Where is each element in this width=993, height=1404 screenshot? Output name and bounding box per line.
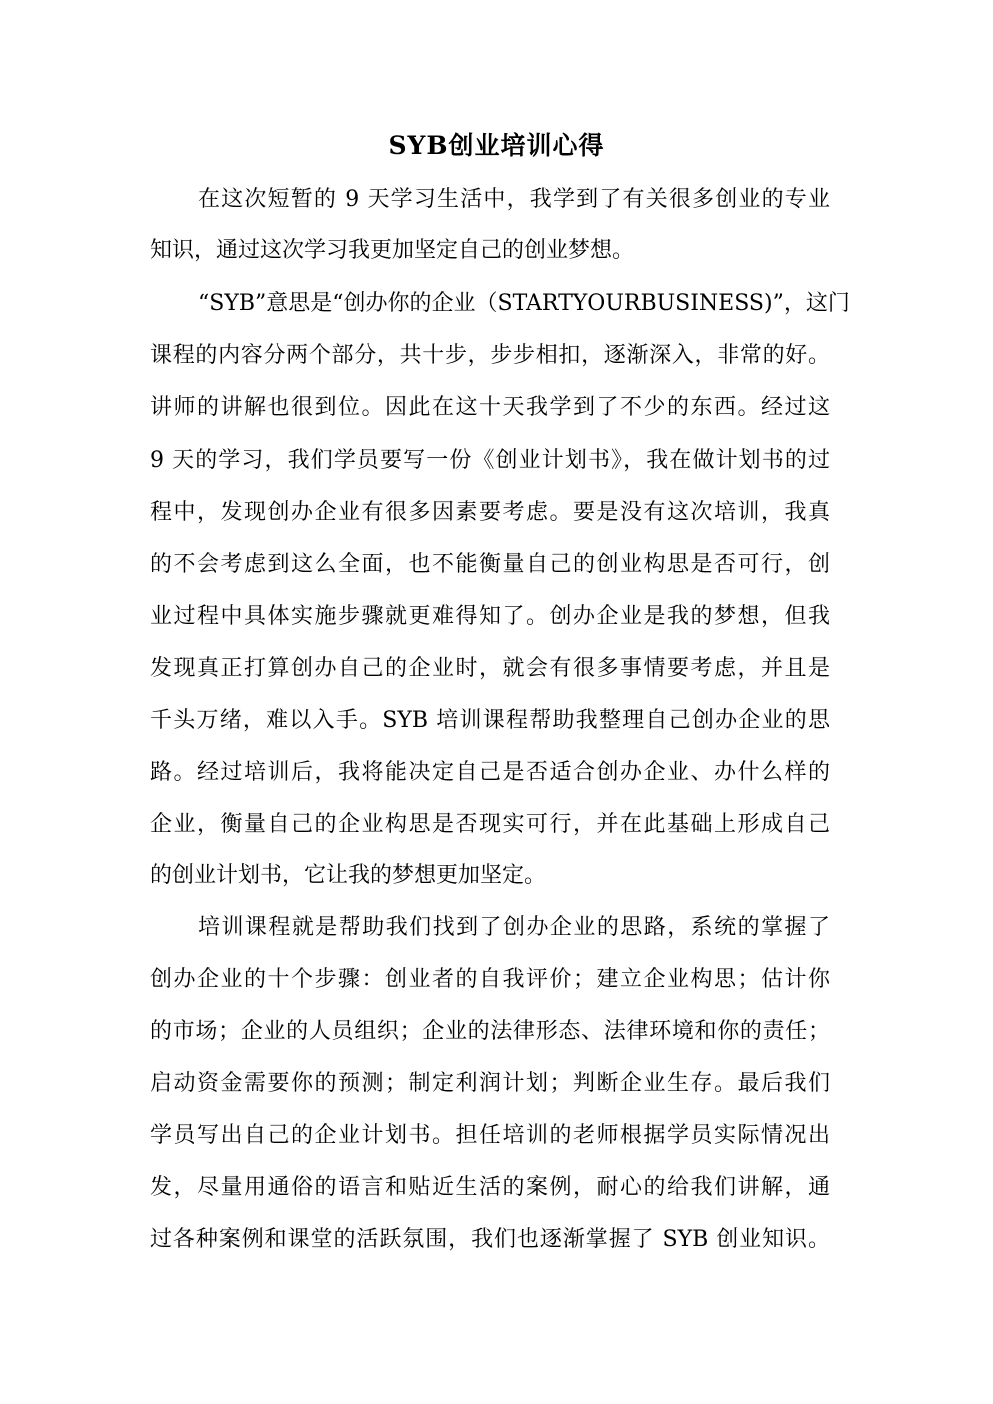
text-line: 发现真正打算创办自己的企业时，就会有很多事情要考虑，并且是 [150, 656, 830, 681]
text-line: 的市场；企业的人员组织；企业的法律形态、法律环境和你的责任； [150, 1019, 830, 1044]
text-line: 发，尽量用通俗的语言和贴近生活的案例，耐心的给我们讲解，通 [150, 1175, 830, 1200]
document-title: SYB创业培训心得 [388, 131, 605, 160]
text-line: 知识，通过这次学习我更加坚定自己的创业梦想。 [150, 238, 635, 263]
text-line: 的创业计划书，它让我的梦想更加坚定。 [150, 863, 547, 888]
text-line: 企业，衡量自己的企业构思是否现实可行，并在此基础上形成自己 [150, 812, 830, 837]
text-line: 路。经过培训后，我将能决定自己是否适合创办企业、办什么样的 [150, 760, 830, 785]
text-line: 9 天的学习，我们学员要写一份《创业计划书》，我在做计划书的过 [150, 448, 830, 473]
text-line: 千头万绪，难以入手。SYB 培训课程帮助我整理自己创办企业的思 [150, 708, 830, 733]
text-line: 讲师的讲解也很到位。因此在这十天我学到了不少的东西。经过这 [150, 395, 830, 420]
text-line: 学员写出自己的企业计划书。担任培训的老师根据学员实际情况出 [150, 1123, 830, 1148]
text-line: 过各种案例和课堂的活跃氛围，我们也逐渐掌握了 SYB 创业知识。 [150, 1227, 830, 1252]
text-line: 在这次短暂的 9 天学习生活中，我学到了有关很多创业的专业 [198, 187, 830, 212]
text-line: 启动资金需要你的预测；制定利润计划；判断企业生存。最后我们 [150, 1071, 830, 1096]
text-line: 的不会考虑到这么全面，也不能衡量自己的创业构思是否可行，创 [150, 552, 830, 577]
text-line: 培训课程就是帮助我们找到了创办企业的思路，系统的掌握了 [198, 915, 830, 940]
text-line: 程中，发现创办企业有很多因素要考虑。要是没有这次培训，我真 [150, 500, 830, 525]
text-line: 创办企业的十个步骤：创业者的自我评价；建立企业构思；估计你 [150, 967, 830, 992]
text-line: 课程的内容分两个部分，共十步，步步相扣，逐渐深入，非常的好。 [150, 343, 830, 368]
text-line: 业过程中具体实施步骤就更难得知了。创办企业是我的梦想，但我 [150, 604, 830, 629]
text-line: “SYB”意思是“创办你的企业（STARTYOURBUSINESS)”，这门 [198, 291, 850, 316]
